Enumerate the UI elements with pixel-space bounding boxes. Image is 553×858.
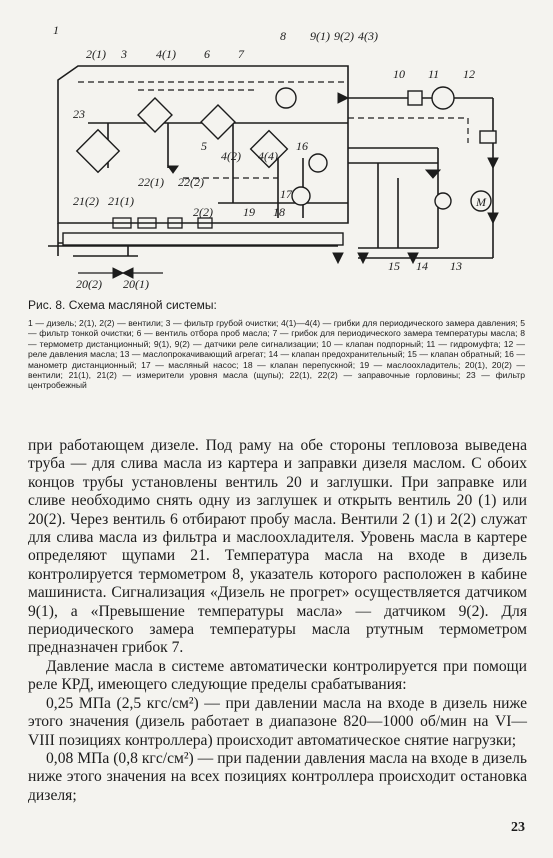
label-21-1: 21(1) [108,194,134,208]
label-9-2: 9(2) [334,29,354,43]
paragraph: 0,08 МПа (0,8 кгс/см²) — при падении давления масла на входе в дизель ниже этого значения на всех позициях контроллера происходит остановка дизеля; [28,749,527,804]
pump-unit-13 [435,193,451,209]
label-3: 3 [121,47,127,61]
label-4-1: 4(1) [156,47,176,61]
paragraph: 0,25 МПа (2,5 кгс/см²) — при давлении масла на входе в дизель ниже этого значения (дизель работает в диапазоне 820—1000 об/мин на VI—VIII позициях контроллера) происходит автоматическое снятие нагрузки; [28,694,527,749]
label-11: 11 [428,67,440,81]
label-10: 10 [393,67,405,81]
label-12: 12 [463,67,475,81]
label-6: 6 [204,47,210,61]
label-4-3: 4(3) [358,29,378,43]
label-motor: M [476,195,486,209]
label-22-2: 22(2) [178,175,204,189]
label-16: 16 [296,139,308,153]
label-15: 15 [388,259,400,273]
label-21-2: 21(2) [73,194,99,208]
label-23: 23 [73,107,85,121]
page-number: 23 [511,820,525,835]
label-17: 17 [280,187,292,201]
oil-pump-17 [292,187,310,205]
pressure-relay-12 [480,131,496,143]
label-7: 7 [238,47,244,61]
sump [63,233,343,245]
check-valve-10 [408,91,422,105]
filter-fine [201,105,235,139]
label-18: 18 [273,205,285,219]
body-text [28,437,527,805]
label-2-2: 2(2) [193,205,213,219]
hydro-coupling-11 [432,87,454,109]
label-20-1: 20(1) [123,277,149,290]
label-9-1: 9(1) [310,29,330,43]
label-2-1: 2(1) [86,47,106,61]
paragraph: при работающем дизеле. Под раму на обе стороны тепловоза выведена труба — для слива масла из картера и заправки дизеля маслом. С обоих концов трубы установлены вентиль 20 и заглушки. При заправке или сливе необходимо снять одну из заглушек и открыть вентиль 20 (1) или 20(2). Через вентиль 6 отбирают пробу масла. Вентили 2 (1) и 2(2) служат для слива масла из фильтра и маслоохладителя. Уровень масла в картере определяют щупами 21. Температура масла на входе в дизель контролируется термометром 8, указатель которого расположен в кабине машиниста. Сигнализация «Дизель не прогрет» осуществляется датчиком 9(1), а «Превышение температуры масла» — датчиком 9(2). Для периодического замера температуры масла ртутным термометром предназначен грибок 7. [28,437,527,657]
thermometer-8 [276,88,296,108]
label-1: 1 [53,23,59,37]
manometer-16 [309,154,327,172]
label-5: 5 [201,139,207,153]
label-19: 19 [243,205,255,219]
filter-coarse [138,98,172,132]
oil-system-schematic [18,18,528,290]
oil-system-diagram [18,18,528,290]
label-20-2: 20(2) [76,277,102,290]
label-4-4: 4(4) [258,149,278,163]
label-14: 14 [416,259,428,273]
figure-caption-title: Рис. 8. Схема масляной системы: [28,298,217,312]
paragraph: Давление масла в системе автоматически контролируется при помощи реле КРД, имеющего следующие пределы срабатывания: [28,657,527,694]
label-13: 13 [450,259,462,273]
label-22-1: 22(1) [138,175,164,189]
figure-legend: 1 — дизель; 2(1), 2(2) — вентили; 3 — фильтр грубой очистки; 4(1)—4(4) — грибки для периодического замера давления; 5 — фильтр тонкой очистки; 6 — вентиль отбора проб масла; 7 — грибок для периодического замера температуры масла; 8 — термометр дистанционный; 9(1), 9(2) — датчики реле сигнализации; 10 — клапан подпорный; 11 — гидромуфта; 12 — реле давления масла; 13 — маслопрокачивающий агрегат; 14 — клапан предохранительный; 15 — клапан обратный; 16 — манометр дистанционный; 17 — масляный насос; 18 — клапан перепускной; 19 — маслоохладитель; 20(1), 20(2) — вентили; 21(1), 21(2) — измерители уровня масла (щупы); 22(1), 22(2) — заправочные горловины; 23 — фильтр центробежный [28,318,525,391]
filter-centrifugal [77,130,119,172]
label-4-2: 4(2) [221,149,241,163]
label-8: 8 [280,29,286,43]
